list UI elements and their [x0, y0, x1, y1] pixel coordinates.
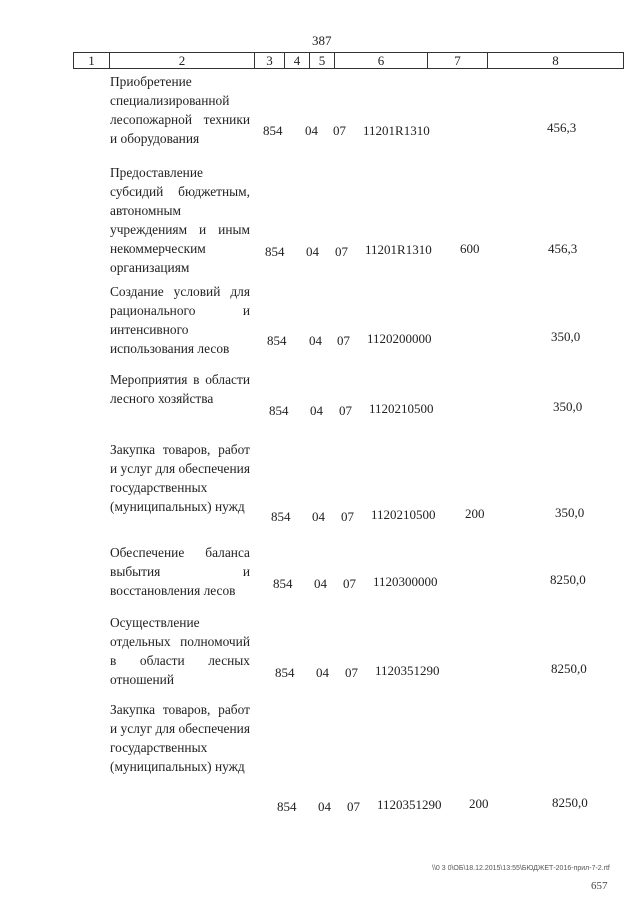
row-code-subsection: 07	[337, 333, 350, 348]
row-code-section: 04	[305, 123, 318, 138]
row-name: Мероприятия в области лесного хозяйства	[110, 372, 250, 406]
row-name: Создание условий для рационального и интенсивного использования лесов	[110, 284, 250, 356]
row-name: Обеспечение баланса выбытия и восстановления лесов	[110, 545, 250, 598]
row-code-ministry: 854	[267, 333, 287, 348]
row-amount: 350,0	[553, 399, 583, 414]
row-amount: 456,3	[547, 120, 577, 135]
header-col-7: 7	[428, 53, 488, 68]
row-code-subsection: 07	[345, 665, 358, 680]
row-code-ministry: 854	[277, 799, 297, 814]
row-name: Закупка товаров, работ и услуг для обеспечения государственных (муниципальных) нужд	[110, 702, 250, 774]
row-code-ministry: 854	[271, 509, 291, 524]
row-name: Приобретение специализированной лесопожарной техники и оборудования	[110, 74, 250, 146]
row-name: Закупка товаров, работ и услуг для обеспечения государственных (муниципальных) нужд	[110, 442, 250, 514]
table-header	[73, 52, 624, 69]
row-amount: 8250,0	[552, 795, 588, 810]
header-col-3: 3	[255, 53, 285, 68]
row-amount: 8250,0	[551, 661, 587, 676]
row-code-section: 04	[314, 576, 327, 591]
row-code-expense: 200	[465, 506, 485, 521]
header-col-1: 1	[74, 53, 110, 68]
row-name: Предоставление субсидий бюджетным, автономным учреждениям и иным некоммерческим организациям	[110, 165, 250, 275]
page-number: 387	[312, 33, 332, 48]
row-code-subsection: 07	[333, 123, 346, 138]
row-code-target: 1120351290	[375, 663, 440, 678]
row-code-target: 1120351290	[377, 797, 442, 812]
row-amount: 456,3	[548, 241, 578, 256]
row-code-section: 04	[309, 333, 322, 348]
row-code-section: 04	[316, 665, 329, 680]
row-code-section: 04	[312, 509, 325, 524]
header-col-8: 8	[552, 53, 559, 68]
footer-page-number: 657	[591, 880, 608, 892]
row-code-section: 04	[306, 244, 319, 259]
row-code-target: 1120200000	[367, 331, 432, 346]
row-code-target: 1120210500	[369, 401, 434, 416]
row-code-subsection: 07	[347, 799, 360, 814]
header-col-6: 6	[335, 53, 428, 68]
row-code-ministry: 854	[273, 576, 293, 591]
row-code-subsection: 07	[335, 244, 348, 259]
row-code-target: 1120300000	[373, 574, 438, 589]
header-col-5: 5	[310, 53, 335, 68]
row-code-target: 11201R1310	[363, 123, 430, 138]
row-code-subsection: 07	[343, 576, 356, 591]
row-code-expense: 600	[460, 241, 480, 256]
row-name: Осуществление отдельных полномочий в области лесных отношений	[110, 615, 250, 687]
row-code-section: 04	[318, 799, 331, 814]
row-amount: 8250,0	[550, 572, 586, 587]
row-code-subsection: 07	[339, 403, 352, 418]
row-code-ministry: 854	[265, 244, 285, 259]
header-col-4: 4	[285, 53, 310, 68]
header-col-2: 2	[110, 53, 255, 68]
row-amount: 350,0	[551, 329, 581, 344]
row-code-ministry: 854	[269, 403, 289, 418]
row-code-section: 04	[310, 403, 323, 418]
row-code-ministry: 854	[275, 665, 295, 680]
row-code-target: 11201R1310	[365, 242, 432, 257]
row-code-target: 1120210500	[371, 507, 436, 522]
footer-file-path: \\0 3 0\ОБ\18.12.2015\13:55\БЮДЖЕТ-2016-прил-7-2.rtf	[432, 865, 610, 872]
row-code-subsection: 07	[341, 509, 354, 524]
row-code-expense: 200	[469, 796, 489, 811]
row-code-ministry: 854	[263, 123, 283, 138]
row-amount: 350,0	[555, 505, 585, 520]
